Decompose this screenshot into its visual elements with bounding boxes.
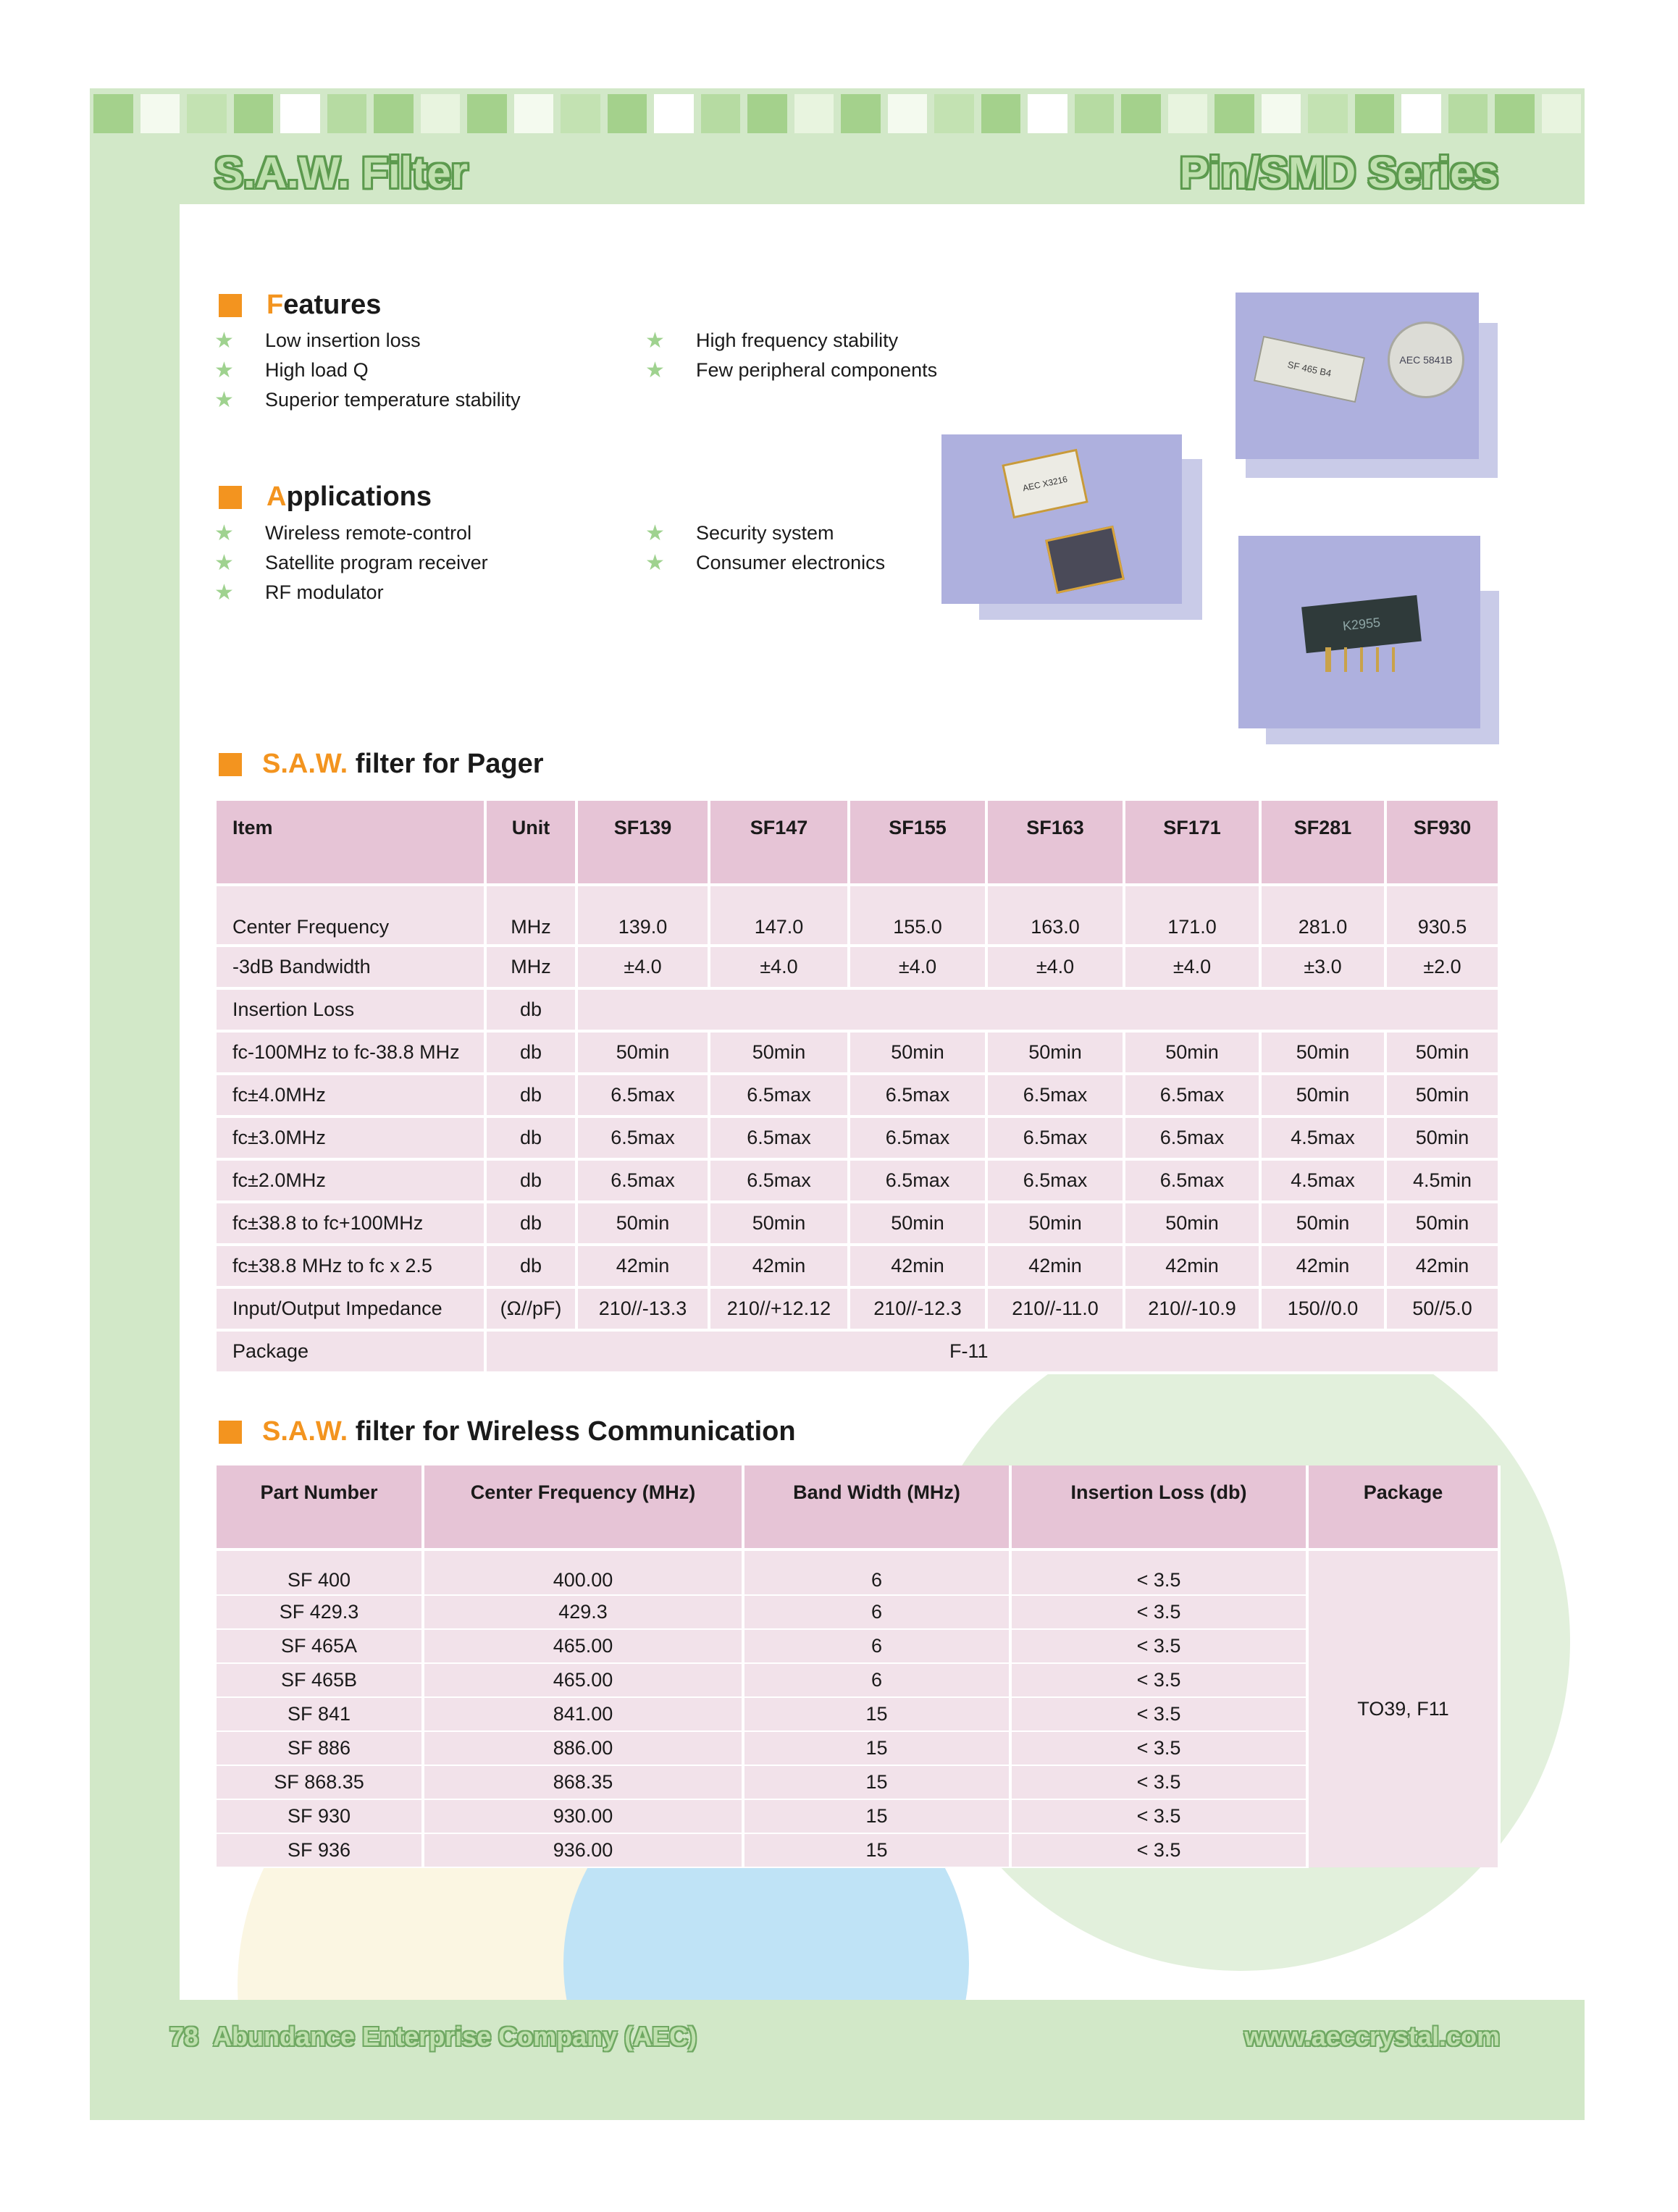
series-title: Pin/SMD Series [1179,148,1498,197]
strip-square [140,94,180,133]
table-cell: 6.5max [576,1116,709,1159]
table-cell: 6.5max [576,1074,709,1116]
table-cell: 6.5max [849,1116,986,1159]
table-cell: 50min [986,1202,1124,1245]
list-item-text: RF modulator [265,581,384,603]
table-cell: 6 [743,1663,1010,1697]
list-item [645,548,885,578]
pager-table [217,801,1501,1374]
strip-square [1448,94,1488,133]
row-label: Center Frequency [217,885,485,946]
table-cell: 50min [709,1202,849,1245]
table-cell: SF 930 [217,1799,423,1833]
row-unit: db [485,988,576,1031]
strip-square [1075,94,1115,133]
features-list-left [214,326,521,415]
row-label: Insertion Loss [217,988,485,1031]
table-cell: 6.5max [576,1159,709,1202]
column-header: SF139 [576,801,709,885]
column-header: Package [1307,1465,1499,1549]
table-row [217,1074,1499,1116]
strip-square [701,94,741,133]
table-cell: SF 465A [217,1629,423,1663]
column-header: SF163 [986,801,1124,885]
strip-square [561,94,600,133]
wireless-heading: S.A.W. filter for Wireless Communication [262,1416,796,1447]
table-cell: SF 429.3 [217,1595,423,1629]
star-bullet-icon: ★ [214,551,234,575]
empty-cell [576,988,1499,1031]
table-cell: 210//-11.0 [986,1287,1124,1330]
table-cell: 4.5max [1260,1159,1385,1202]
table-row-package [217,1330,1499,1373]
sip-pins [1325,647,1408,672]
row-label: fc±38.8 to fc+100MHz [217,1202,485,1245]
table-cell: < 3.5 [1010,1833,1307,1867]
table-cell: 50min [849,1202,986,1245]
table-cell: 6 [743,1549,1010,1595]
list-item-text: Satellite program receiver [265,552,488,573]
applications-heading: Applications [267,481,432,512]
list-item-text: Security system [696,522,834,544]
row-unit [485,1330,576,1373]
star-bullet-icon: ★ [214,358,234,382]
list-item [214,578,488,607]
table-cell: ±4.0 [986,946,1124,988]
page-title: S.A.W. Filter [214,148,469,197]
strip-square [467,94,507,133]
row-unit: db [485,1031,576,1074]
row-unit: db [485,1116,576,1159]
table-cell: 42min [986,1245,1124,1287]
table-cell: SF 400 [217,1549,423,1595]
strip-square [514,94,554,133]
star-bullet-icon: ★ [214,581,234,605]
star-bullet-icon: ★ [645,358,665,382]
star-bullet-icon: ★ [645,521,665,545]
row-label: fc±3.0MHz [217,1116,485,1159]
company-name: Abundance Enterprise Company (AEC) [213,2022,697,2051]
sip-package: K2955 [1301,595,1422,653]
strip-square [1495,94,1535,133]
list-item-text: High frequency stability [696,329,899,351]
strip-square [888,94,928,133]
table-cell: < 3.5 [1010,1595,1307,1629]
features-marker [219,294,242,317]
strip-square [934,94,974,133]
table-cell: 15 [743,1731,1010,1765]
table-cell: 6.5max [849,1074,986,1116]
wireless-table [217,1465,1501,1868]
table-cell: 42min [1124,1245,1260,1287]
strip-square [1262,94,1301,133]
table-cell: 930.00 [423,1799,743,1833]
table-row [217,946,1499,988]
table-cell: < 3.5 [1010,1765,1307,1799]
table-cell: 6.5max [709,1159,849,1202]
table-cell: 6.5max [849,1159,986,1202]
table-cell: ±4.0 [849,946,986,988]
table-row [217,1833,1499,1867]
star-bullet-icon: ★ [645,551,665,575]
table-cell: SF 886 [217,1731,423,1765]
table-cell: ±4.0 [1124,946,1260,988]
table-cell: 210//-10.9 [1124,1287,1260,1330]
column-header: Center Frequency (MHz) [423,1465,743,1549]
row-label: Package [217,1330,485,1373]
table-cell: 6.5max [986,1159,1124,1202]
table-row [217,988,1499,1031]
table-cell: 465.00 [423,1663,743,1697]
list-item [214,518,488,548]
list-item [645,326,937,356]
table-cell: ±2.0 [1385,946,1499,988]
row-label: fc±38.8 MHz to fc x 2.5 [217,1245,485,1287]
row-unit: MHz [485,946,576,988]
table-cell: < 3.5 [1010,1549,1307,1595]
table-cell: 50min [1260,1202,1385,1245]
list-item [214,356,521,385]
smd-package-bottom [1045,526,1125,594]
table-cell: 15 [743,1697,1010,1731]
table-row [217,1287,1499,1330]
wireless-marker [219,1421,242,1444]
applications-list-right [645,518,885,578]
table-row [217,1663,1499,1697]
row-unit: db [485,1159,576,1202]
table-row [217,1799,1499,1833]
star-bullet-icon: ★ [214,388,234,412]
table-cell: 465.00 [423,1629,743,1663]
features-list-right [645,326,937,385]
row-label: fc±4.0MHz [217,1074,485,1116]
table-row [217,1202,1499,1245]
list-item [214,548,488,578]
column-header: SF171 [1124,801,1260,885]
list-item-text: Few peripheral components [696,359,938,381]
table-cell: 6.5max [709,1074,849,1116]
row-unit: MHz [485,885,576,946]
strip-square [794,94,834,133]
table-cell: < 3.5 [1010,1799,1307,1833]
table-cell: 210//+12.12 [709,1287,849,1330]
table-cell: 210//-12.3 [849,1287,986,1330]
strip-square [1028,94,1067,133]
table-cell: 210//-13.3 [576,1287,709,1330]
list-item [645,518,885,548]
table-cell: 50min [709,1031,849,1074]
column-header: SF155 [849,801,986,885]
table-cell: SF 936 [217,1833,423,1867]
table-cell: 147.0 [709,885,849,946]
star-bullet-icon: ★ [214,329,234,353]
table-cell: 171.0 [1124,885,1260,946]
smd-package-top: AEC X3216 [1002,449,1088,518]
table-cell: 50min [1385,1202,1499,1245]
column-header: SF147 [709,801,849,885]
table-cell: 6 [743,1595,1010,1629]
strip-square [654,94,694,133]
strip-square [421,94,461,133]
table-cell: 50min [1385,1074,1499,1116]
list-item [645,356,937,385]
website-link[interactable]: www.aeccrystal.com [1244,2022,1500,2051]
column-header: Part Number [217,1465,423,1549]
footer-left [169,2022,697,2052]
strip-square [280,94,320,133]
table-cell: SF 465B [217,1663,423,1697]
row-label: fc-100MHz to fc-38.8 MHz [217,1031,485,1074]
table-cell: 6.5max [1124,1074,1260,1116]
table-cell: 936.00 [423,1833,743,1867]
table-cell: 42min [849,1245,986,1287]
table-row [217,1629,1499,1663]
table-cell: 50min [1260,1074,1385,1116]
table-cell: 42min [1385,1245,1499,1287]
table-cell: 841.00 [423,1697,743,1731]
strip-square [1401,94,1441,133]
list-item [214,385,521,415]
strip-square [1215,94,1254,133]
strip-square [93,94,133,133]
list-item [214,326,521,356]
row-label: Input/Output Impedance [217,1287,485,1330]
table-cell: SF 841 [217,1697,423,1731]
list-item-text: Low insertion loss [265,329,421,351]
metal-can-package: AEC 5841B [1388,321,1464,398]
table-cell: ±4.0 [576,946,709,988]
features-heading: Features [267,290,382,320]
table-cell: 50min [849,1031,986,1074]
column-header: Band Width (MHz) [743,1465,1010,1549]
table-cell: 6.5max [986,1074,1124,1116]
table-row [217,1031,1499,1074]
table-cell: 42min [1260,1245,1385,1287]
table-row [217,1116,1499,1159]
strip-square [981,94,1021,133]
row-unit: db [485,1074,576,1116]
column-header: Unit [485,801,576,885]
table-cell: 50min [1260,1031,1385,1074]
strip-square [841,94,881,133]
row-unit: (Ω//pF) [485,1287,576,1330]
table-row [217,1765,1499,1799]
table-cell: 15 [743,1799,1010,1833]
page-number: 78 [169,2022,199,2051]
product-photo-to39 [1236,293,1479,459]
table-cell: < 3.5 [1010,1697,1307,1731]
table-cell: 15 [743,1833,1010,1867]
table-cell: 281.0 [1260,885,1385,946]
table-row [217,1159,1499,1202]
list-item-text: Superior temperature stability [265,389,521,411]
table-row [217,1697,1499,1731]
table-cell: 6 [743,1629,1010,1663]
row-unit: db [485,1202,576,1245]
package-value: F-11 [576,1330,1499,1373]
table-cell: 6.5max [986,1116,1124,1159]
table-cell: 50min [1124,1202,1260,1245]
row-unit: db [485,1245,576,1287]
to39-package: SF 465 B4 [1254,336,1365,403]
star-bullet-icon: ★ [645,329,665,353]
table-cell: 42min [709,1245,849,1287]
pager-heading: S.A.W. filter for Pager [262,749,544,779]
table-cell: 15 [743,1765,1010,1799]
table-cell: SF 868.35 [217,1765,423,1799]
strip-square [608,94,647,133]
table-cell: 429.3 [423,1595,743,1629]
product-photo-sip [1238,536,1480,728]
table-cell: 4.5max [1260,1116,1385,1159]
strip-square [1308,94,1348,133]
table-cell: 50min [1385,1116,1499,1159]
table-cell: 50min [1124,1031,1260,1074]
table-cell: 930.5 [1385,885,1499,946]
table-row [217,1549,1499,1595]
table-cell: < 3.5 [1010,1731,1307,1765]
column-header: SF930 [1385,801,1499,885]
product-photo-smd [941,434,1182,604]
row-label: -3dB Bandwidth [217,946,485,988]
strip-square [747,94,787,133]
strip-square [1121,94,1161,133]
table-cell: 50min [986,1031,1124,1074]
table-cell: 50min [1385,1031,1499,1074]
list-item-text: Wireless remote-control [265,522,472,544]
pager-marker [219,753,242,776]
header-checker-strip [90,88,1585,139]
column-header: Item [217,801,485,885]
table-cell: < 3.5 [1010,1663,1307,1697]
package-cell: TO39, F11 [1307,1549,1499,1867]
table-cell: ±4.0 [709,946,849,988]
table-cell: 50min [576,1202,709,1245]
table-cell: ±3.0 [1260,946,1385,988]
strip-square [1355,94,1395,133]
table-row [217,1595,1499,1629]
column-header: Insertion Loss (db) [1010,1465,1307,1549]
table-row [217,885,1499,946]
table-cell: 886.00 [423,1731,743,1765]
strip-square [374,94,414,133]
table-cell: 6.5max [1124,1159,1260,1202]
applications-list-left [214,518,488,607]
strip-square [1168,94,1208,133]
star-bullet-icon: ★ [214,521,234,545]
table-row [217,1245,1499,1287]
table-cell: 6.5max [709,1116,849,1159]
table-cell: < 3.5 [1010,1629,1307,1663]
table-cell: 50min [576,1031,709,1074]
applications-marker [219,486,242,509]
table-cell: 139.0 [576,885,709,946]
table-cell: 150//0.0 [1260,1287,1385,1330]
strip-square [187,94,227,133]
table-cell: 50//5.0 [1385,1287,1499,1330]
list-item-text: Consumer electronics [696,552,886,573]
table-cell: 163.0 [986,885,1124,946]
table-cell: 155.0 [849,885,986,946]
table-cell: 868.35 [423,1765,743,1799]
row-label: fc±2.0MHz [217,1159,485,1202]
table-cell: 42min [576,1245,709,1287]
strip-square [1542,94,1582,133]
table-row [217,1731,1499,1765]
table-cell: 400.00 [423,1549,743,1595]
strip-square [234,94,274,133]
table-cell: 6.5max [1124,1116,1260,1159]
list-item-text: High load Q [265,359,369,381]
table-cell: 4.5min [1385,1159,1499,1202]
column-header: SF281 [1260,801,1385,885]
strip-square [327,94,367,133]
